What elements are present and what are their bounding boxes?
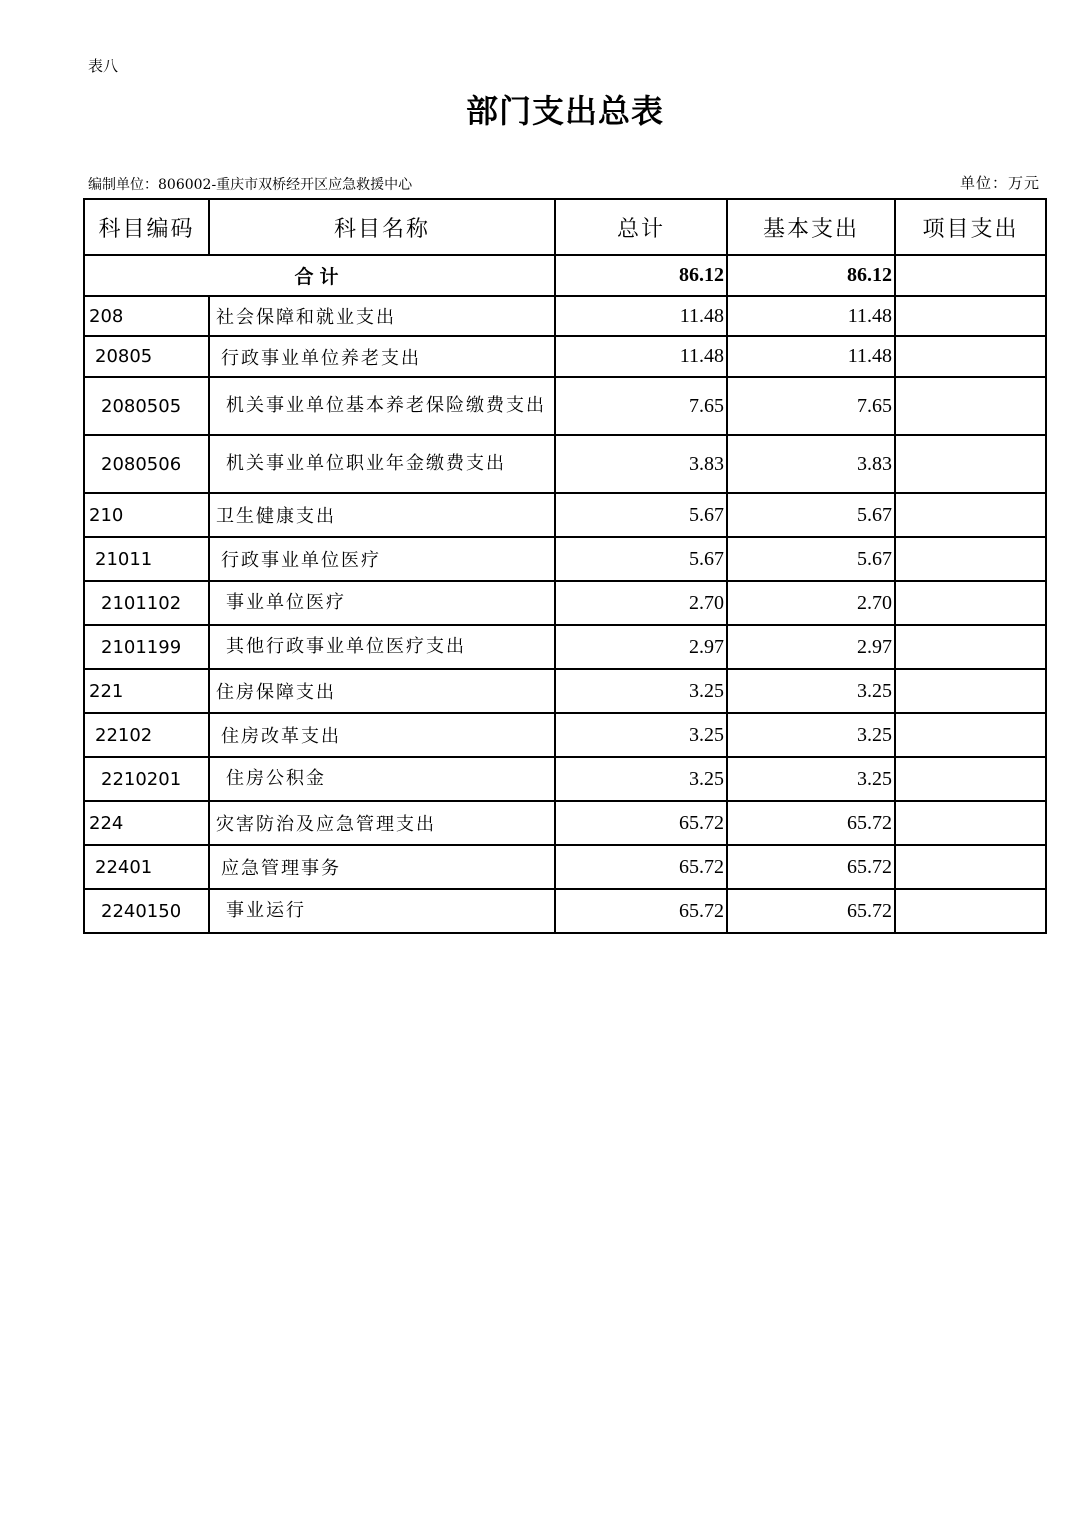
row-project bbox=[895, 801, 1046, 845]
col-header-project: 项目支出 bbox=[895, 199, 1046, 255]
row-project bbox=[895, 757, 1046, 801]
row-total: 65.72 bbox=[555, 845, 727, 889]
row-total: 7.65 bbox=[555, 377, 727, 435]
row-project bbox=[895, 625, 1046, 669]
row-basic: 2.70 bbox=[727, 581, 895, 625]
table-row bbox=[84, 537, 1046, 581]
row-code: 2080506 bbox=[84, 435, 209, 493]
row-code: 2210201 bbox=[84, 757, 209, 801]
row-basic: 3.25 bbox=[727, 757, 895, 801]
row-basic: 5.67 bbox=[727, 493, 895, 537]
row-basic: 3.25 bbox=[727, 713, 895, 757]
row-code: 22102 bbox=[84, 713, 209, 757]
row-name: 事业单位医疗 bbox=[209, 581, 555, 625]
total-row bbox=[84, 255, 1046, 296]
table-row bbox=[84, 581, 1046, 625]
row-total: 5.67 bbox=[555, 537, 727, 581]
row-name: 社会保障和就业支出 bbox=[209, 296, 555, 336]
table-tag: 表八 bbox=[88, 57, 119, 75]
org-label: 编制单位：806002-重庆市双桥经开区应急救援中心 bbox=[88, 177, 413, 193]
table-row bbox=[84, 625, 1046, 669]
row-name: 机关事业单位职业年金缴费支出 bbox=[209, 435, 555, 493]
row-total: 11.48 bbox=[555, 296, 727, 336]
total-label: 合计 bbox=[84, 255, 555, 296]
row-basic: 5.67 bbox=[727, 537, 895, 581]
row-basic: 11.48 bbox=[727, 336, 895, 377]
row-total: 65.72 bbox=[555, 801, 727, 845]
row-code: 2101199 bbox=[84, 625, 209, 669]
col-header-total: 总计 bbox=[555, 199, 727, 255]
row-total: 65.72 bbox=[555, 889, 727, 933]
row-basic: 3.25 bbox=[727, 669, 895, 713]
col-header-name: 科目名称 bbox=[209, 199, 555, 255]
row-name: 住房改革支出 bbox=[209, 713, 555, 757]
row-project bbox=[895, 296, 1046, 336]
row-name: 应急管理事务 bbox=[209, 845, 555, 889]
row-total: 3.25 bbox=[555, 757, 727, 801]
row-total: 5.67 bbox=[555, 493, 727, 537]
table-row bbox=[84, 336, 1046, 377]
row-project bbox=[895, 581, 1046, 625]
row-total: 3.83 bbox=[555, 435, 727, 493]
row-name: 其他行政事业单位医疗支出 bbox=[209, 625, 555, 669]
row-total: 3.25 bbox=[555, 669, 727, 713]
row-project bbox=[895, 493, 1046, 537]
table-row bbox=[84, 757, 1046, 801]
table-row bbox=[84, 669, 1046, 713]
row-name: 卫生健康支出 bbox=[209, 493, 555, 537]
row-code: 221 bbox=[84, 669, 209, 713]
row-project bbox=[895, 435, 1046, 493]
row-basic: 11.48 bbox=[727, 296, 895, 336]
row-project bbox=[895, 669, 1046, 713]
row-total: 2.97 bbox=[555, 625, 727, 669]
col-header-code: 科目编码 bbox=[84, 199, 209, 255]
row-basic: 3.83 bbox=[727, 435, 895, 493]
row-code: 21011 bbox=[84, 537, 209, 581]
row-code: 2101102 bbox=[84, 581, 209, 625]
row-project bbox=[895, 537, 1046, 581]
table-row bbox=[84, 493, 1046, 537]
row-code: 2080505 bbox=[84, 377, 209, 435]
total-project bbox=[895, 255, 1046, 296]
row-name: 机关事业单位基本养老保险缴费支出 bbox=[209, 377, 555, 435]
row-code: 22401 bbox=[84, 845, 209, 889]
total-basic: 86.12 bbox=[727, 255, 895, 296]
table-row bbox=[84, 889, 1046, 933]
row-code: 2240150 bbox=[84, 889, 209, 933]
row-name: 行政事业单位养老支出 bbox=[209, 336, 555, 377]
row-project bbox=[895, 889, 1046, 933]
row-name: 灾害防治及应急管理支出 bbox=[209, 801, 555, 845]
row-total: 2.70 bbox=[555, 581, 727, 625]
row-name: 事业运行 bbox=[209, 889, 555, 933]
row-basic: 65.72 bbox=[727, 889, 895, 933]
row-code: 208 bbox=[84, 296, 209, 336]
row-project bbox=[895, 377, 1046, 435]
row-basic: 65.72 bbox=[727, 845, 895, 889]
row-code: 224 bbox=[84, 801, 209, 845]
row-basic: 7.65 bbox=[727, 377, 895, 435]
table-row bbox=[84, 435, 1046, 493]
row-code: 20805 bbox=[84, 336, 209, 377]
header-row bbox=[84, 199, 1046, 255]
expenditure-table bbox=[83, 198, 1047, 934]
unit-label: 单位：万元 bbox=[959, 174, 1040, 192]
table-row bbox=[84, 801, 1046, 845]
table-row bbox=[84, 296, 1046, 336]
row-total: 11.48 bbox=[555, 336, 727, 377]
row-name: 住房公积金 bbox=[209, 757, 555, 801]
row-name: 行政事业单位医疗 bbox=[209, 537, 555, 581]
row-code: 210 bbox=[84, 493, 209, 537]
col-header-basic: 基本支出 bbox=[727, 199, 895, 255]
total-total: 86.12 bbox=[555, 255, 727, 296]
page-title: 部门支出总表 bbox=[465, 92, 664, 130]
row-basic: 65.72 bbox=[727, 801, 895, 845]
row-project bbox=[895, 713, 1046, 757]
table-row bbox=[84, 845, 1046, 889]
row-project bbox=[895, 845, 1046, 889]
table-row bbox=[84, 713, 1046, 757]
row-name: 住房保障支出 bbox=[209, 669, 555, 713]
row-total: 3.25 bbox=[555, 713, 727, 757]
table-row bbox=[84, 377, 1046, 435]
row-project bbox=[895, 336, 1046, 377]
row-basic: 2.97 bbox=[727, 625, 895, 669]
